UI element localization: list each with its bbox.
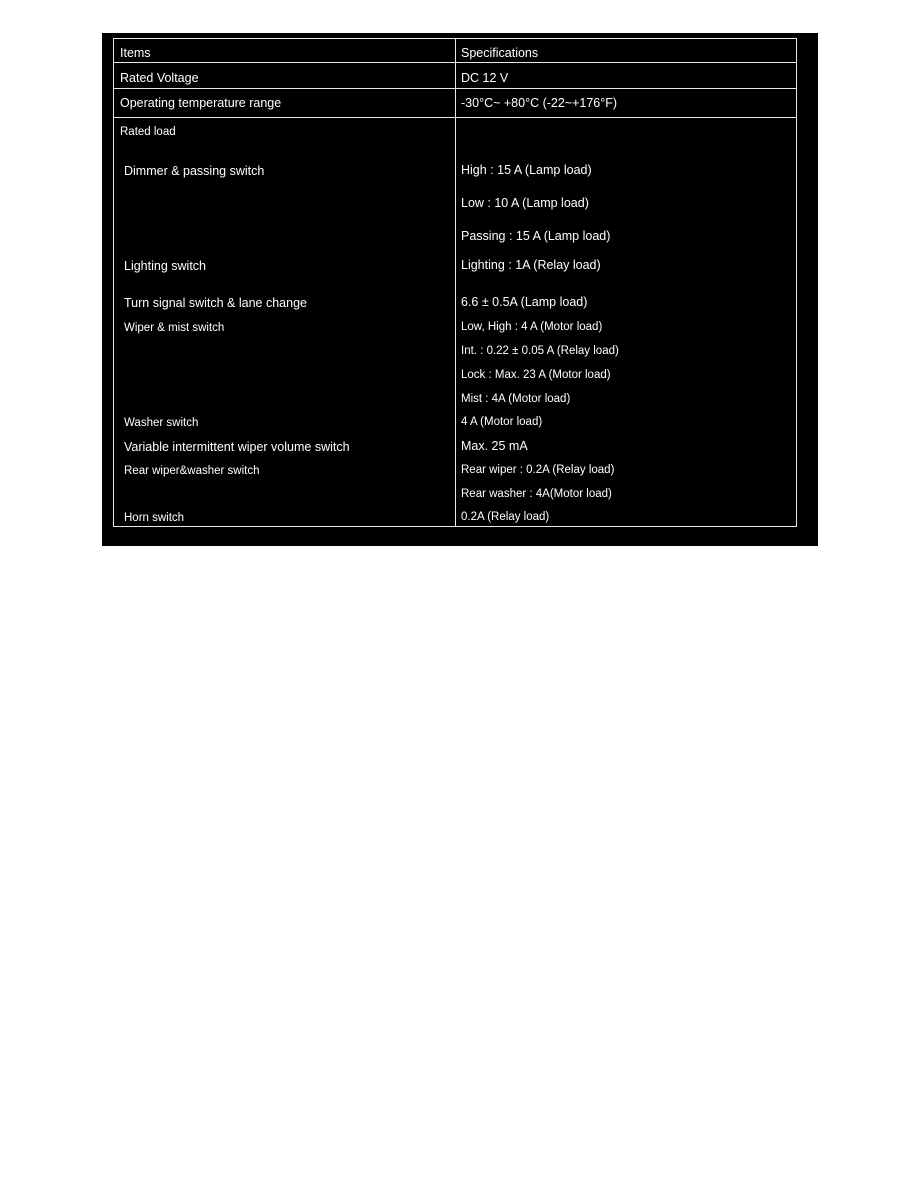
- rear-washer-value: Rear washer : 4A(Motor load): [461, 488, 612, 500]
- lighting-value: Lighting : 1A (Relay load): [461, 258, 601, 272]
- row-divider: [114, 88, 796, 89]
- rated-load-label: Rated load: [120, 126, 176, 138]
- wiper-mist-label: Wiper & mist switch: [124, 322, 225, 334]
- turn-signal-label: Turn signal switch & lane change: [124, 296, 307, 310]
- rated-voltage-label: Rated Voltage: [120, 71, 199, 85]
- rear-wiper-value: Rear wiper : 0.2A (Relay load): [461, 464, 615, 476]
- horn-label: Horn switch: [124, 512, 185, 524]
- rated-voltage-value: DC 12 V: [461, 71, 509, 85]
- lighting-label: Lighting switch: [124, 259, 206, 273]
- dimmer-passing-value: Passing : 15 A (Lamp load): [461, 229, 611, 243]
- row-divider: [114, 62, 796, 63]
- wiper-low-high-value: Low, High : 4 A (Motor load): [461, 321, 603, 333]
- wiper-lock-value: Lock : Max. 23 A (Motor load): [461, 369, 611, 381]
- dimmer-high-value: High : 15 A (Lamp load): [461, 163, 592, 177]
- dimmer-low-value: Low : 10 A (Lamp load): [461, 196, 589, 210]
- dimmer-passing-label: Dimmer & passing switch: [124, 164, 265, 178]
- variable-intermittent-label: Variable intermittent wiper volume switch: [124, 440, 350, 454]
- header-items: Items: [120, 46, 151, 60]
- header-specifications: Specifications: [461, 46, 539, 60]
- operating-temperature-value: -30°C~ +80°C (-22~+176°F): [461, 96, 618, 110]
- row-divider: [114, 117, 796, 118]
- wiper-mist-value: Mist : 4A (Motor load): [461, 393, 571, 405]
- operating-temperature-label: Operating temperature range: [120, 96, 282, 110]
- wiper-int-value: Int. : 0.22 ± 0.05 A (Relay load): [461, 345, 619, 357]
- washer-label: Washer switch: [124, 417, 199, 429]
- variable-intermittent-value: Max. 25 mA: [461, 439, 528, 453]
- horn-value: 0.2A (Relay load): [461, 511, 550, 523]
- column-divider: [455, 39, 456, 526]
- turn-signal-value: 6.6 ± 0.5A (Lamp load): [461, 295, 588, 309]
- rear-wiper-washer-label: Rear wiper&washer switch: [124, 465, 260, 477]
- spec-table: [113, 38, 797, 527]
- washer-value: 4 A (Motor load): [461, 416, 543, 428]
- spec-panel: [102, 33, 818, 546]
